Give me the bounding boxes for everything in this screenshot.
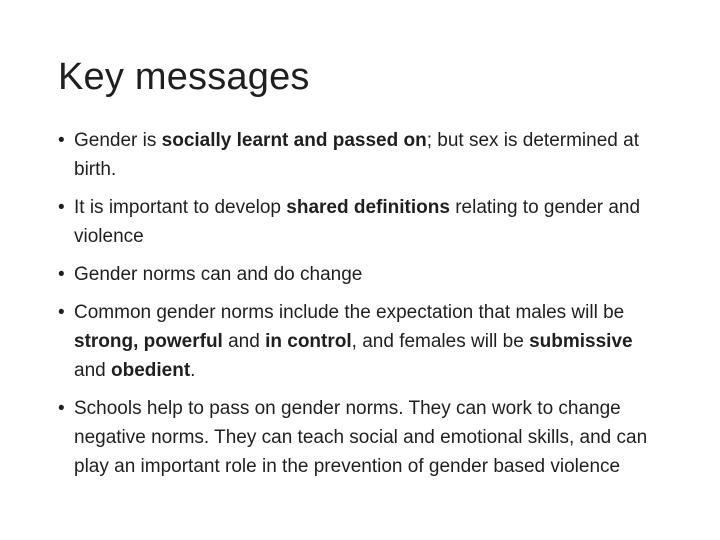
bullet-text-bold: shared definitions — [286, 197, 450, 218]
bullet-text-bold: obedient — [110, 360, 191, 381]
bullet-list — [58, 126, 668, 481]
bullet-item — [58, 193, 668, 251]
bullet-text-bold: submissive — [529, 331, 633, 352]
bullet-text-bold: strong, powerful — [74, 331, 223, 352]
bullet-text — [74, 197, 640, 247]
bullet-text-run: Gender norms can and do change — [74, 264, 363, 285]
bullet-dot-icon: • — [58, 197, 65, 218]
bullet-item — [58, 126, 668, 184]
bullet-text-run: . — [190, 360, 196, 381]
bullet-text — [74, 302, 633, 381]
bullet-text-run: Common gender norms include the expectation that males will be — [74, 302, 625, 323]
bullet-text-run: relating to gender and violence — [74, 197, 641, 247]
bullet-dot-icon: • — [58, 302, 65, 323]
bullet-text-run: and — [74, 360, 111, 381]
bullet-text — [74, 398, 647, 477]
bullet-item — [58, 298, 668, 385]
bullet-item — [58, 394, 668, 481]
bullet-text-bold: in control — [265, 331, 352, 352]
bullet-text-run: and — [222, 331, 266, 352]
bullet-text — [74, 130, 639, 180]
bullet-text-run: It is important to develop — [74, 197, 287, 218]
bullet-text-bold: socially learnt and passed on — [161, 130, 427, 151]
slide-title: Key messages — [58, 56, 310, 98]
bullet-text-run: ; but sex is determined at birth. — [74, 130, 639, 180]
bullet-dot-icon: • — [58, 398, 65, 419]
bullet-text-run: , and females will be — [351, 331, 530, 352]
bullet-dot-icon: • — [58, 264, 65, 285]
bullet-item — [58, 260, 668, 289]
bullet-text-run: Gender is — [74, 130, 162, 151]
bullet-text-run: Schools help to pass on gender norms. They can work to change negative norms. They can teach social and emotional skills, and can play an important role in the prevention of gender based violence — [74, 398, 648, 477]
bullet-text — [74, 264, 362, 285]
bullet-dot-icon: • — [58, 130, 65, 151]
